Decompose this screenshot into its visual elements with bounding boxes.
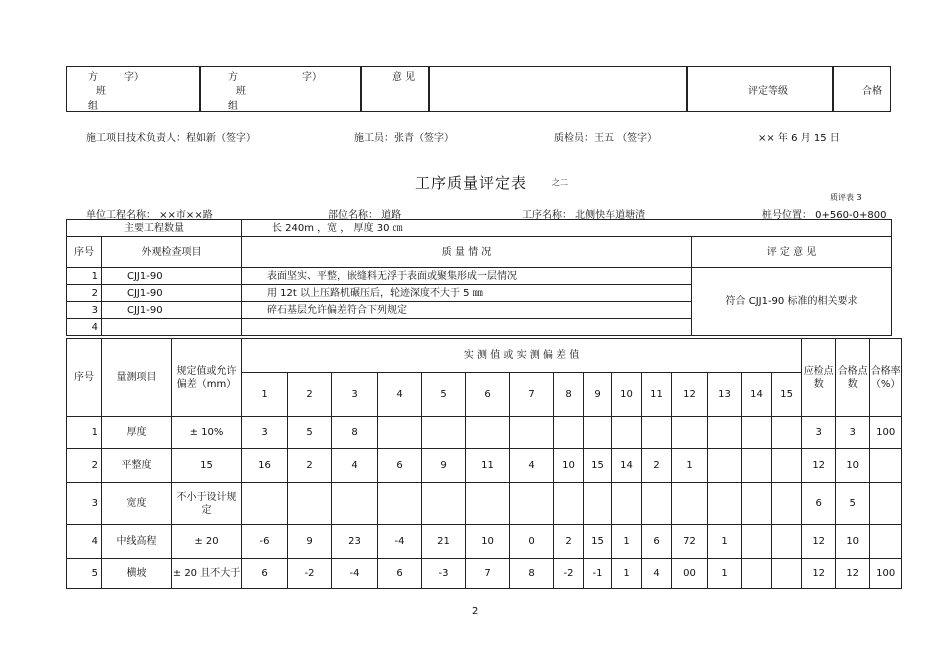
measure-value-cell: 6 <box>378 449 422 483</box>
measure-value-cell: 6 <box>242 559 288 589</box>
measure-value-cell <box>378 417 422 449</box>
measure-value-cell <box>708 483 742 525</box>
measure-value-cell <box>612 417 642 449</box>
measure-row <box>67 559 902 589</box>
measure-value-cell <box>742 525 772 559</box>
measure-col-header: 14 <box>742 373 772 417</box>
measure-header-item: 量测项目 <box>102 339 172 417</box>
visual-opinion: 符合 CJJ1-90 标准的相关要求 <box>692 268 892 336</box>
visual-row-no: 4 <box>67 319 102 336</box>
measure-value-cell: 0 <box>510 525 554 559</box>
measure-value-cell <box>642 417 672 449</box>
measure-value-cell: 4 <box>510 449 554 483</box>
measure-value-cell <box>772 483 802 525</box>
measure-should-count: 12 <box>802 525 836 559</box>
visual-header-opinion: 评 定 意 见 <box>692 237 892 268</box>
measure-col-header: 12 <box>672 373 708 417</box>
top-c1-c: 班 <box>96 86 106 97</box>
measure-value-cell: 15 <box>584 449 612 483</box>
measure-row-no: 2 <box>67 449 102 483</box>
measure-value-cell <box>708 417 742 449</box>
measure-row <box>67 525 902 559</box>
measure-col-header: 8 <box>554 373 584 417</box>
visual-row-item <box>102 319 242 336</box>
measure-value-cell: 6 <box>642 525 672 559</box>
measure-col-header: 4 <box>378 373 422 417</box>
measure-row <box>67 449 902 483</box>
measure-row-no: 3 <box>67 483 102 525</box>
measure-row-item: 中线高程 <box>102 525 172 559</box>
unit-project-name: 单位工程名称： ××市××路 <box>86 210 213 221</box>
measure-row-no: 5 <box>67 559 102 589</box>
measure-value-cell: 4 <box>642 559 672 589</box>
measure-pass-rate <box>870 483 902 525</box>
measure-col-header: 2 <box>288 373 332 417</box>
measure-should-count: 3 <box>802 417 836 449</box>
measure-value-cell <box>378 483 422 525</box>
visual-row-desc: 碎石基层允许偏差符合下列规定 <box>242 302 692 319</box>
measure-pass-count: 10 <box>836 449 870 483</box>
measure-value-cell: 1 <box>708 525 742 559</box>
measure-header-allow: 规定值或允许偏差（mm） <box>172 339 242 417</box>
measure-value-cell: 9 <box>422 449 466 483</box>
measure-value-cell: -3 <box>422 559 466 589</box>
measure-should-count: 6 <box>802 483 836 525</box>
measure-pass-rate: 100 <box>870 559 902 589</box>
visual-inspection-table <box>66 219 892 336</box>
measure-value-cell <box>242 483 288 525</box>
measure-value-cell <box>288 483 332 525</box>
measure-row-no: 1 <box>67 417 102 449</box>
visual-header-quality: 质 量 情 况 <box>242 237 692 268</box>
measure-value-cell: 9 <box>288 525 332 559</box>
measure-row-allow: 15 <box>172 449 242 483</box>
measure-header-seq: 序号 <box>67 339 102 417</box>
measure-col-header: 3 <box>332 373 378 417</box>
visual-row-no: 3 <box>67 302 102 319</box>
measure-value-cell: -4 <box>378 525 422 559</box>
inspector-signature: 质检员：王五 （签字） <box>554 133 658 144</box>
measure-value-cell: 8 <box>510 559 554 589</box>
measure-row-allow: ± 20 且不大于 <box>172 559 242 589</box>
top-c1-d: 组 <box>88 101 98 112</box>
measure-value-cell: 1 <box>708 559 742 589</box>
measure-value-cell <box>642 483 672 525</box>
top-divider-4 <box>686 66 688 112</box>
measure-should-count: 12 <box>802 559 836 589</box>
measure-row <box>67 483 902 525</box>
measure-value-cell: 16 <box>242 449 288 483</box>
measure-value-cell <box>742 449 772 483</box>
measure-value-cell <box>554 483 584 525</box>
measure-pass-count: 12 <box>836 559 870 589</box>
measure-value-cell: 1 <box>612 525 642 559</box>
measure-value-cell <box>584 483 612 525</box>
measure-value-cell: 2 <box>642 449 672 483</box>
measure-row-allow: 不小于设计规定 <box>172 483 242 525</box>
measure-value-cell: -2 <box>288 559 332 589</box>
measure-value-cell: -2 <box>554 559 584 589</box>
stake-position: 桩号位置： 0+560-0+800 <box>762 210 887 221</box>
visual-row-item: CJJ1-90 <box>102 285 242 302</box>
top-divider-5 <box>832 66 834 112</box>
visual-row-desc: 表面坚实、平整，嵌缝料无浮于表面或聚集形成一层情况 <box>242 268 692 285</box>
main-qty-label: 主要工程数量 <box>67 220 242 237</box>
process-name: 工序名称： 北侧快车道塘渣 <box>522 210 646 221</box>
main-qty-value: 长 240m ，宽 ， 厚度 30 ㎝ <box>242 220 892 237</box>
measure-should-count: 12 <box>802 449 836 483</box>
form-title: 工序质量评定表 <box>415 174 528 192</box>
measure-value-cell <box>466 483 510 525</box>
measure-value-cell: 00 <box>672 559 708 589</box>
measure-col-header: 5 <box>422 373 466 417</box>
measure-row-item: 横坡 <box>102 559 172 589</box>
measure-value-cell <box>510 483 554 525</box>
form-number: 质评表 3 <box>830 193 862 202</box>
measure-value-cell: 1 <box>672 449 708 483</box>
measure-value-cell: 2 <box>288 449 332 483</box>
top-c1-a: 方 <box>88 72 98 83</box>
measure-value-cell <box>422 483 466 525</box>
measure-col-header: 10 <box>612 373 642 417</box>
measure-col-header: 11 <box>642 373 672 417</box>
measure-value-cell <box>510 417 554 449</box>
measure-pass-rate <box>870 525 902 559</box>
measure-row-allow: ± 20 <box>172 525 242 559</box>
tech-lead-signature: 施工项目技术负责人：程如新（签字） <box>86 133 256 144</box>
top-divider-2 <box>360 66 362 112</box>
measure-value-cell: 11 <box>466 449 510 483</box>
top-c2-d: 组 <box>228 101 238 112</box>
grade-label: 评定等级 <box>748 86 788 97</box>
measure-row-item: 厚度 <box>102 417 172 449</box>
measure-value-cell: -6 <box>242 525 288 559</box>
signature-date: ×× 年 6 月 15 日 <box>758 133 840 144</box>
measure-pass-count: 10 <box>836 525 870 559</box>
measure-value-cell <box>612 483 642 525</box>
measure-value-cell <box>742 483 772 525</box>
measure-value-cell: 23 <box>332 525 378 559</box>
measure-value-cell: -1 <box>584 559 612 589</box>
measure-header-should: 应检点数 <box>802 339 836 417</box>
page-number: 2 <box>472 606 479 617</box>
measure-pass-count: 3 <box>836 417 870 449</box>
visual-row-item: CJJ1-90 <box>102 268 242 285</box>
measure-col-header: 15 <box>772 373 802 417</box>
measure-col-header: 13 <box>708 373 742 417</box>
top-c2-b: 字） <box>302 72 322 83</box>
measure-header-rate: 合格率（%） <box>870 339 902 417</box>
measure-value-cell: 8 <box>332 417 378 449</box>
visual-header-item: 外观检查项目 <box>102 237 242 268</box>
measure-col-header: 6 <box>466 373 510 417</box>
visual-row-no: 2 <box>67 285 102 302</box>
measure-row-item: 平整度 <box>102 449 172 483</box>
top-divider-1 <box>199 66 201 112</box>
top-c2-a: 方 <box>228 72 238 83</box>
measure-value-cell <box>672 417 708 449</box>
part-name: 部位名称： 道路 <box>328 210 402 221</box>
measure-col-header: 1 <box>242 373 288 417</box>
visual-row-no: 1 <box>67 268 102 285</box>
grade-value: 合格 <box>862 86 882 97</box>
measure-value-cell: -4 <box>332 559 378 589</box>
measure-pass-rate: 100 <box>870 417 902 449</box>
measure-value-cell <box>772 559 802 589</box>
worker-signature: 施工员：张青（签字） <box>354 133 454 144</box>
measure-value-cell <box>708 449 742 483</box>
measure-header-pass: 合格点数 <box>836 339 870 417</box>
measure-row <box>67 417 902 449</box>
measure-value-cell: 72 <box>672 525 708 559</box>
visual-header-seq: 序号 <box>67 237 102 268</box>
visual-row-item: CJJ1-90 <box>102 302 242 319</box>
measure-value-cell: 21 <box>422 525 466 559</box>
visual-row-desc: 用 12t 以上压路机碾压后，轮迹深度不大于 5 ㎜ <box>242 285 692 302</box>
measure-value-cell <box>332 483 378 525</box>
measure-value-cell: 5 <box>288 417 332 449</box>
measure-col-header: 7 <box>510 373 554 417</box>
measurement-table <box>66 338 902 589</box>
measure-value-cell <box>772 525 802 559</box>
measure-value-cell: 15 <box>584 525 612 559</box>
measure-value-cell: 10 <box>466 525 510 559</box>
measure-pass-count: 5 <box>836 483 870 525</box>
measure-value-cell: 10 <box>554 449 584 483</box>
measure-col-header: 9 <box>584 373 612 417</box>
measure-value-cell: 14 <box>612 449 642 483</box>
measure-value-cell: 6 <box>378 559 422 589</box>
measure-value-cell <box>672 483 708 525</box>
measure-value-cell: 1 <box>612 559 642 589</box>
visual-row-desc <box>242 319 692 336</box>
measure-value-cell: 2 <box>554 525 584 559</box>
measure-value-cell <box>422 417 466 449</box>
measure-value-cell <box>554 417 584 449</box>
measure-value-cell <box>772 417 802 449</box>
top-c2-c: 班 <box>236 86 246 97</box>
measure-value-cell <box>742 559 772 589</box>
measure-header-values: 实 测 值 或 实 测 偏 差 值 <box>242 339 802 373</box>
measure-value-cell <box>772 449 802 483</box>
top-divider-3 <box>428 66 430 112</box>
measure-row-item: 宽度 <box>102 483 172 525</box>
measure-value-cell: 3 <box>242 417 288 449</box>
measure-pass-rate <box>870 449 902 483</box>
measure-value-cell <box>742 417 772 449</box>
form-title-suffix: 之二 <box>552 178 568 187</box>
measure-row-no: 4 <box>67 525 102 559</box>
top-opinion-label: 意 见 <box>392 72 416 83</box>
measure-row-allow: ± 10% <box>172 417 242 449</box>
measure-value-cell <box>466 417 510 449</box>
measure-value-cell <box>584 417 612 449</box>
measure-value-cell: 4 <box>332 449 378 483</box>
top-c1-b: 字） <box>124 72 144 83</box>
measure-value-cell: 7 <box>466 559 510 589</box>
